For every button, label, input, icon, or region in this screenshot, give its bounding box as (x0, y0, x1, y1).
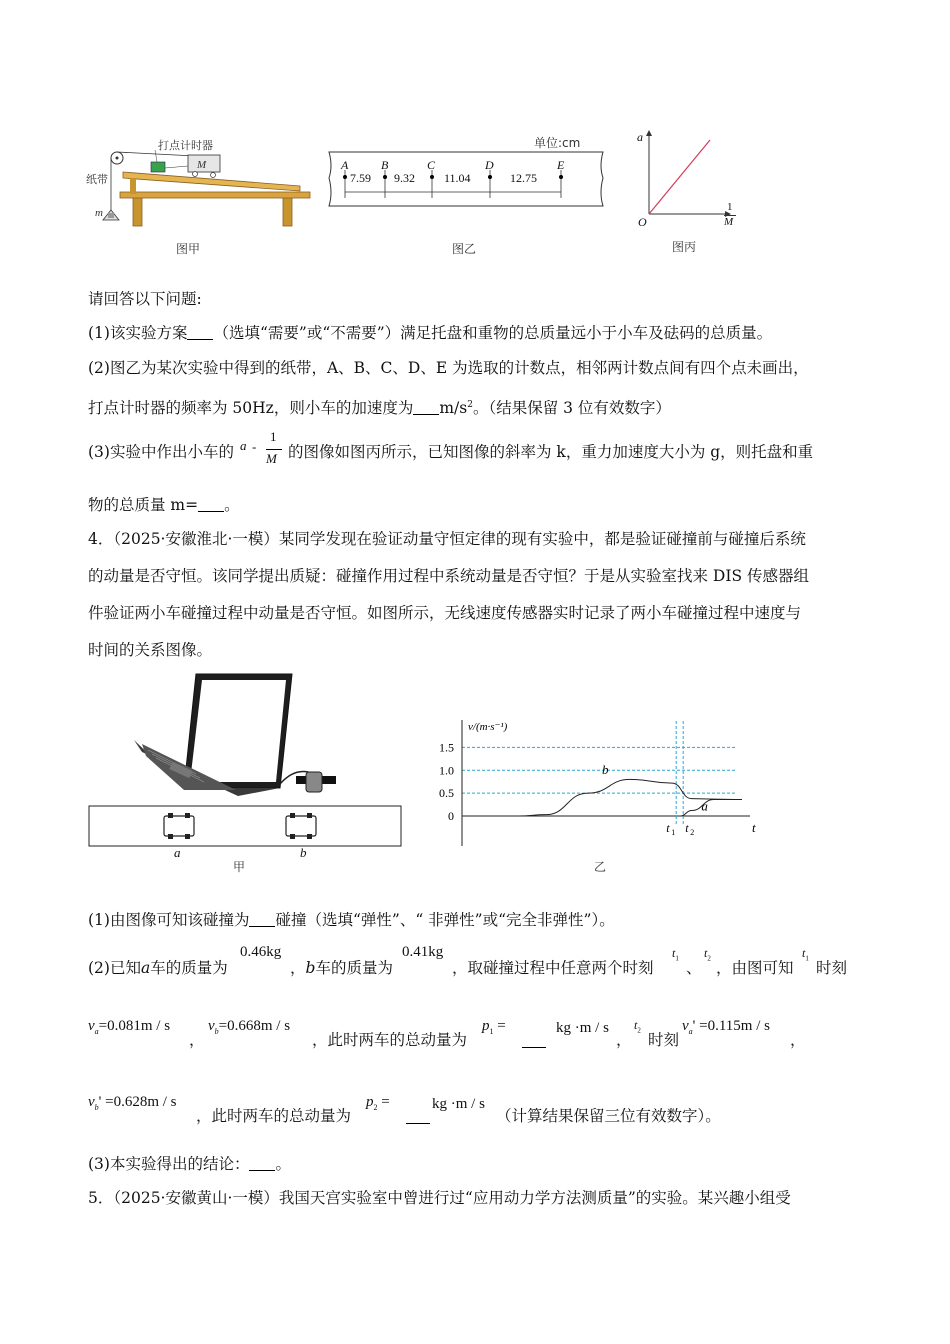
series-b-label: b (602, 761, 609, 777)
fig3-x-num: 1 (727, 201, 733, 213)
q3-part2-line2: 打点计时器的频率为 50Hz，则小车的加速度为 $m/s^2$。（结果保留 3 位有效数字） (88, 399, 671, 418)
caption-vt-chart: 乙 (594, 860, 607, 874)
q4-t1-b: $t_1$ (802, 946, 809, 963)
q3-part3-num: 1 (270, 429, 277, 444)
q3-blank2[interactable] (413, 400, 439, 415)
tape-point-e: E (557, 158, 565, 172)
q4-unit-p2: kg ·m / s (432, 1096, 485, 1112)
caption-fig3: 图丙 (672, 240, 697, 254)
q4-line2: 的动量是否守恒。该同学提出质疑：碰撞作用过程中系统动量是否守恒？于是从实验室找来 DIS 传感器组 (88, 567, 810, 585)
tape-dist-bc: 9.32 (394, 171, 415, 185)
vt-chart (420, 716, 760, 856)
q4-blank-p2[interactable] (406, 1109, 430, 1124)
tape-dot-c (430, 175, 434, 179)
tape-dot-d (488, 175, 492, 179)
label-m: m (95, 207, 103, 219)
tape-point-c: C (427, 158, 436, 172)
t1-subscript: 1 (671, 828, 676, 837)
tape-point-d: D (485, 158, 494, 172)
q4-line3: 件验证两小车碰撞过程中动量是否守恒。如图所示，无线速度传感器实时记录了两小车碰撞过程中速度与 (88, 604, 802, 622)
fig3-origin: O (638, 215, 647, 229)
q3-part3-post: 的图像如图丙所示，已知图像的斜率为 k，重力加速度大小为 g，则托盘和重 (288, 443, 814, 461)
q4-part3: (3)本实验得出的结论： 。 (88, 1155, 291, 1173)
q3-blank3[interactable] (198, 497, 224, 512)
tape-dist-cd: 11.04 (444, 171, 471, 185)
series-a-label: a (701, 798, 708, 814)
q5-line1: 5．（2025·安徽黄山·一模）我国天宫实验室中曾进行过“应用动力学方法测质量”的实验。某兴趣小组受 (88, 1189, 791, 1207)
cart-a-label: a (174, 845, 181, 860)
y-tick-label-1: 1.0 (439, 763, 454, 778)
tape-dist-ab: 7.59 (350, 171, 371, 185)
caption-fig1: 图甲 (176, 242, 201, 256)
y-axis-label: v/(m·s⁻¹) (468, 721, 508, 733)
q4-mass-a: 0.46kg (240, 944, 282, 960)
tape-dot-e (559, 175, 563, 179)
label-tape: 纸带 (86, 173, 108, 186)
cart-b-shape (286, 813, 316, 839)
t2-label: t (685, 821, 689, 835)
q4-part2-mid5: ，由图可知 (716, 959, 794, 977)
q4-part2-mid7: 时刻 (648, 1031, 680, 1049)
q4-vb: $v_b=0.668m / s$ (208, 1018, 291, 1036)
tape-point-b: B (381, 158, 389, 172)
track (89, 806, 401, 846)
q4-blank1[interactable] (249, 912, 275, 927)
label-M: M (197, 159, 207, 171)
q3-part1: (1)该实验方案 （选填“需要”或“不需要”）满足托盘和重物的总质量远小于小车及砝码的总质量。 (88, 324, 773, 342)
y-tick-label-0: 1.5 (439, 740, 454, 755)
tape-unit: 单位:cm (534, 136, 581, 150)
y-tick-label-2: 0.5 (439, 786, 454, 801)
t1-label: t (666, 821, 670, 835)
q4-part2-mid: ，b车的质量为 (290, 959, 393, 977)
q4-t2-a: $t_2$ (704, 946, 711, 963)
q4-p2: $p_2$ = (366, 1094, 390, 1112)
q3-intro: 请回答以下问题: (88, 290, 202, 308)
fig3-line (649, 140, 710, 214)
q3-blank1[interactable] (187, 325, 213, 340)
q3-part3-den: M (266, 451, 277, 466)
fig3-y-label: a (637, 130, 643, 144)
tape-point-a: A (341, 158, 349, 172)
q3-part3-a: a (240, 438, 247, 453)
caption-fig-laptop: 甲 (233, 860, 246, 874)
q4-p1: $p_1$ = (482, 1018, 506, 1036)
t2-subscript: 2 (690, 828, 695, 837)
q4-part2-end: 时刻 (816, 959, 848, 977)
q4-line1: 4．（2025·安徽淮北·一模）某同学发现在验证动量守恒定律的现有实验中，都是验证碰撞前与碰撞后系统 (88, 530, 806, 548)
q3-part2-line1: (2)图乙为某次实验中得到的纸带，A、B、C、D、E 为选取的计数点，相邻两计数点间有四个点未画出， (88, 359, 809, 377)
q4-blank-p1[interactable] (522, 1033, 546, 1048)
q4-part2-mid8: ，此时两车的总动量为 (196, 1107, 352, 1125)
q4-mass-b: 0.41kg (402, 944, 444, 960)
series-a-line (680, 800, 742, 816)
fig3-x-den: M (724, 216, 734, 228)
q4-blank3[interactable] (249, 1156, 275, 1171)
q4-part2-mid6: ，此时两车的总动量为 (312, 1031, 468, 1049)
q4-t1-a: $t_1$ (672, 946, 679, 963)
tape-dot-a (343, 175, 347, 179)
label-timer: 打点计时器 (158, 139, 213, 152)
q4-sep: 、 (686, 959, 702, 977)
q3-part3-line1: (3)实验中作出小车的 (88, 443, 234, 461)
q3-part3-line2: 物的总质量 m= 。 (88, 496, 240, 514)
q4-vb2: $v_b' =0.628m / s$ (88, 1094, 177, 1112)
x-axis-label: t (752, 820, 756, 835)
tape-dist-de: 12.75 (510, 171, 537, 185)
q4-va2: $v_a' =0.115m / s$ (682, 1018, 770, 1036)
tape-dot-b (383, 175, 387, 179)
q4-part2-pre: (2)已知a车的质量为 (88, 959, 228, 977)
y-tick-label-3: 0 (448, 809, 454, 823)
q4-part2-last: （计算结果保留三位有效数字）。 (496, 1107, 721, 1125)
q3-part3-dash: - (252, 439, 257, 454)
q4-t2-b: $t_2$ (634, 1018, 641, 1035)
caption-fig2: 图乙 (452, 242, 477, 256)
cart-b-label: b (300, 845, 307, 860)
fig-laptop-track (86, 668, 406, 850)
q4-part1: (1)由图像可知该碰撞为 碰撞（选填“弹性”、“ 非弹性”或“完全非弹性”）。 (88, 911, 615, 929)
q4-unit-p1: kg ·m / s (556, 1020, 609, 1036)
cart-a-shape (164, 813, 194, 839)
q4-line4: 时间的关系图像。 (88, 641, 213, 659)
q4-part2-mid3: ，取碰撞过程中任意两个时刻 (452, 959, 654, 977)
q4-va: $v_a=0.081m / s$ (88, 1018, 171, 1036)
series-b-line (462, 779, 742, 816)
